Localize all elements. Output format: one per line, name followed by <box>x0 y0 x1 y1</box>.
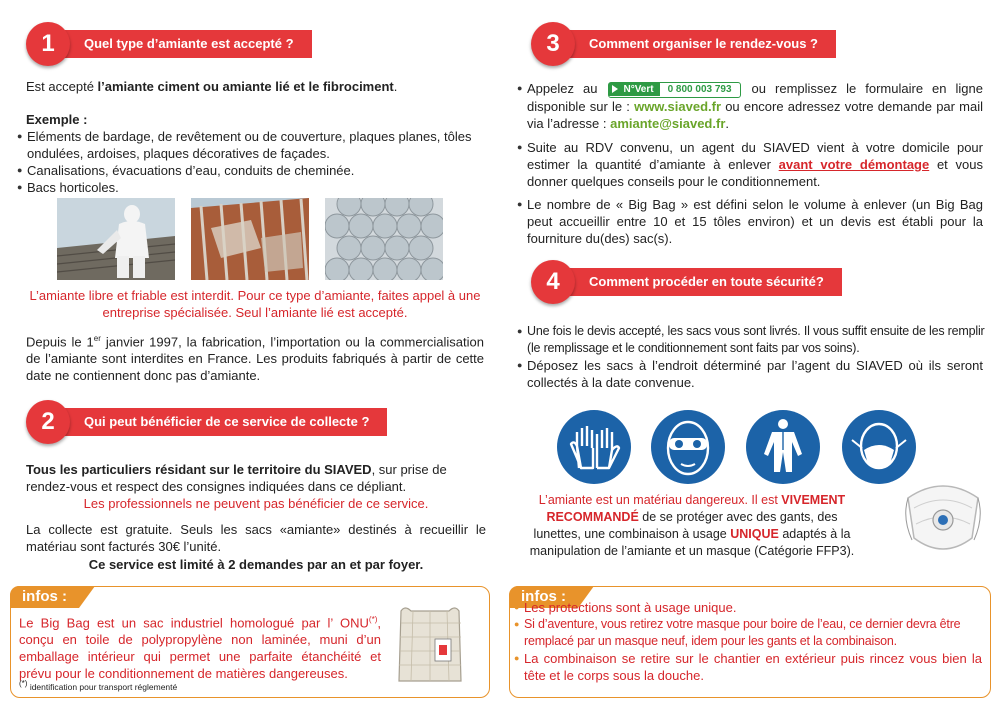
infos-item-3: ● La combinaison se retire sur le chantier en extérieur puis rincez vous bien la tête et le corps sous la douche. <box>514 650 982 684</box>
photo-asbestos-pipes <box>325 198 443 280</box>
section-1-title: Quel type d’amiante est accepté ? <box>56 30 312 58</box>
section-2-title: Qui peut bénéficier de ce service de collecte ? <box>56 408 387 436</box>
s4-danger-notice: L’amiante est un matériau dangereux. Il est VIVEMENT RECOMMANDÉ de se protéger avec des gants, des lunettes, une combinaison à usage UNIQUE adaptés à la manipulation de l’amiante et un masque (Catégorie FFP3). <box>529 493 855 558</box>
section-4-title: Comment procéder en toute sécurité? <box>561 268 842 296</box>
email-link[interactable]: amiante@siaved.fr <box>610 115 726 131</box>
s2-pricing: La collecte est gratuite. Seuls les sacs «amiante» destinés à recueillir le matériau sont facturés 30€ l’unité. <box>26 522 486 554</box>
big-bag-footnote: (*) identification pour transport réglementé <box>19 679 178 692</box>
s1-example-2: ● Canalisations, évacuations d’eau, conduits de cheminée. <box>17 162 483 179</box>
photo-damaged-roof <box>191 198 309 280</box>
section-1-header <box>26 22 336 66</box>
s1-warning: L’amiante libre et friable est interdit. Pour ce type d’amiante, faites appel à une entreprise spécialisée. Seul l’amiante lié est accepté. <box>29 288 481 320</box>
website-link[interactable]: www.siaved.fr <box>634 98 722 114</box>
s1-example-label: Exemple : <box>26 112 88 127</box>
section-2-header <box>26 400 426 444</box>
s1-example-1: ● Eléments de bardage, de revêtement ou de couverture, plaques planes, tôles ondulées, ardoises, plaques décoratives de façades. <box>17 128 483 162</box>
photo-asbestos-worker <box>57 198 175 280</box>
infos-tab-left: infos : <box>10 586 79 608</box>
s3-bullet-3: ● Le nombre de « Big Bag » est défini selon le volume à enlever (un Big Bag peut accueillir entre 10 et 15 tôles environ) et un devis est établi pour la fourniture du(des) sac(s). <box>517 196 983 247</box>
numero-vert-badge: N°Vert 0 800 003 793 <box>608 82 740 98</box>
section-2-number: 2 <box>26 400 70 444</box>
s1-example-3: ● Bacs horticoles. <box>17 179 483 196</box>
infos-item-1: ● Les protections sont à usage unique. <box>514 599 984 616</box>
infos-tab-right: infos : <box>509 586 578 608</box>
s2-professionals: Les professionnels ne peuvent pas bénéficier de ce service. <box>83 496 429 511</box>
s3-bullet-1: ● Appelez au N°Vert 0 800 003 793 ou remplissez le formulaire en ligne disponible sur le : www.siaved.fr ou encore adressez votre demande par mail via l’adresse : amiante@siaved.fr. <box>517 80 983 132</box>
phone-number: 0 800 003 793 <box>667 83 732 95</box>
section-4-header <box>531 260 861 304</box>
section-3-header <box>531 22 851 66</box>
gloves-icon <box>557 410 631 484</box>
coverall-icon <box>746 410 820 484</box>
s3-bullet-2: ● Suite au RDV convenu, un agent du SIAVED vient à votre domicile pour estimer la quantité d’amiante à enlever avant votre démontage et vous donner quelques conseils pour le conditionnement. <box>517 139 983 190</box>
s1-intro: Est accepté l’amiante ciment ou amiante lié et le fibrociment. <box>26 79 398 94</box>
section-4-number: 4 <box>531 260 575 304</box>
infos-box-right <box>509 586 991 698</box>
big-bag-icon <box>387 601 473 687</box>
section-3-number: 3 <box>531 22 575 66</box>
right-column <box>500 0 1000 707</box>
infos-item-2: ● Si d’aventure, vous retirez votre masque pour boire de l’eau, ce dernier devra être remplacé par un masque neuf, idem pour les gants et la combinaison. <box>514 616 986 650</box>
s4-bullet-2: ● Déposez les sacs à l’endroit déterminé par l’agent du SIAVED où ils seront collectés à la date convenue. <box>517 357 983 391</box>
s2-eligibility: Tous les particuliers résidant sur le territoire du SIAVED, sur prise de rendez-vous et respect des consignes indiquées dans ce dépliant. <box>26 462 447 494</box>
infos-box-left <box>10 586 490 698</box>
s2-limit: Ce service est limité à 2 demandes par an et par foyer. <box>88 557 424 572</box>
ffp3-mask-image <box>898 468 988 566</box>
big-bag-description: Le Big Bag est un sac industriel homologué par l’ ONU(*), conçu en toile de polypropylène non laminée, muni d’un emballage intérieur qui permet une parfaite étanchéité et prévu pour le conditionnement de matières dangereuses. <box>19 615 381 682</box>
section-1-number: 1 <box>26 22 70 66</box>
goggles-icon <box>651 410 725 484</box>
s1-history: Depuis le 1er janvier 1997, la fabrication, l’importation ou la commercialisation de l’amiante sont interdites en France. Les produits fabriqués à partir de cette date ne contiennent donc pas d’amiante. <box>26 334 484 384</box>
section-3-title: Comment organiser le rendez-vous ? <box>561 30 836 58</box>
s4-bullet-1: ● Une fois le devis accepté, les sacs vous sont livrés. Il vous suffit ensuite de les remplir (le remplissage et le conditionnement sont faits par vos soins). <box>517 323 987 357</box>
